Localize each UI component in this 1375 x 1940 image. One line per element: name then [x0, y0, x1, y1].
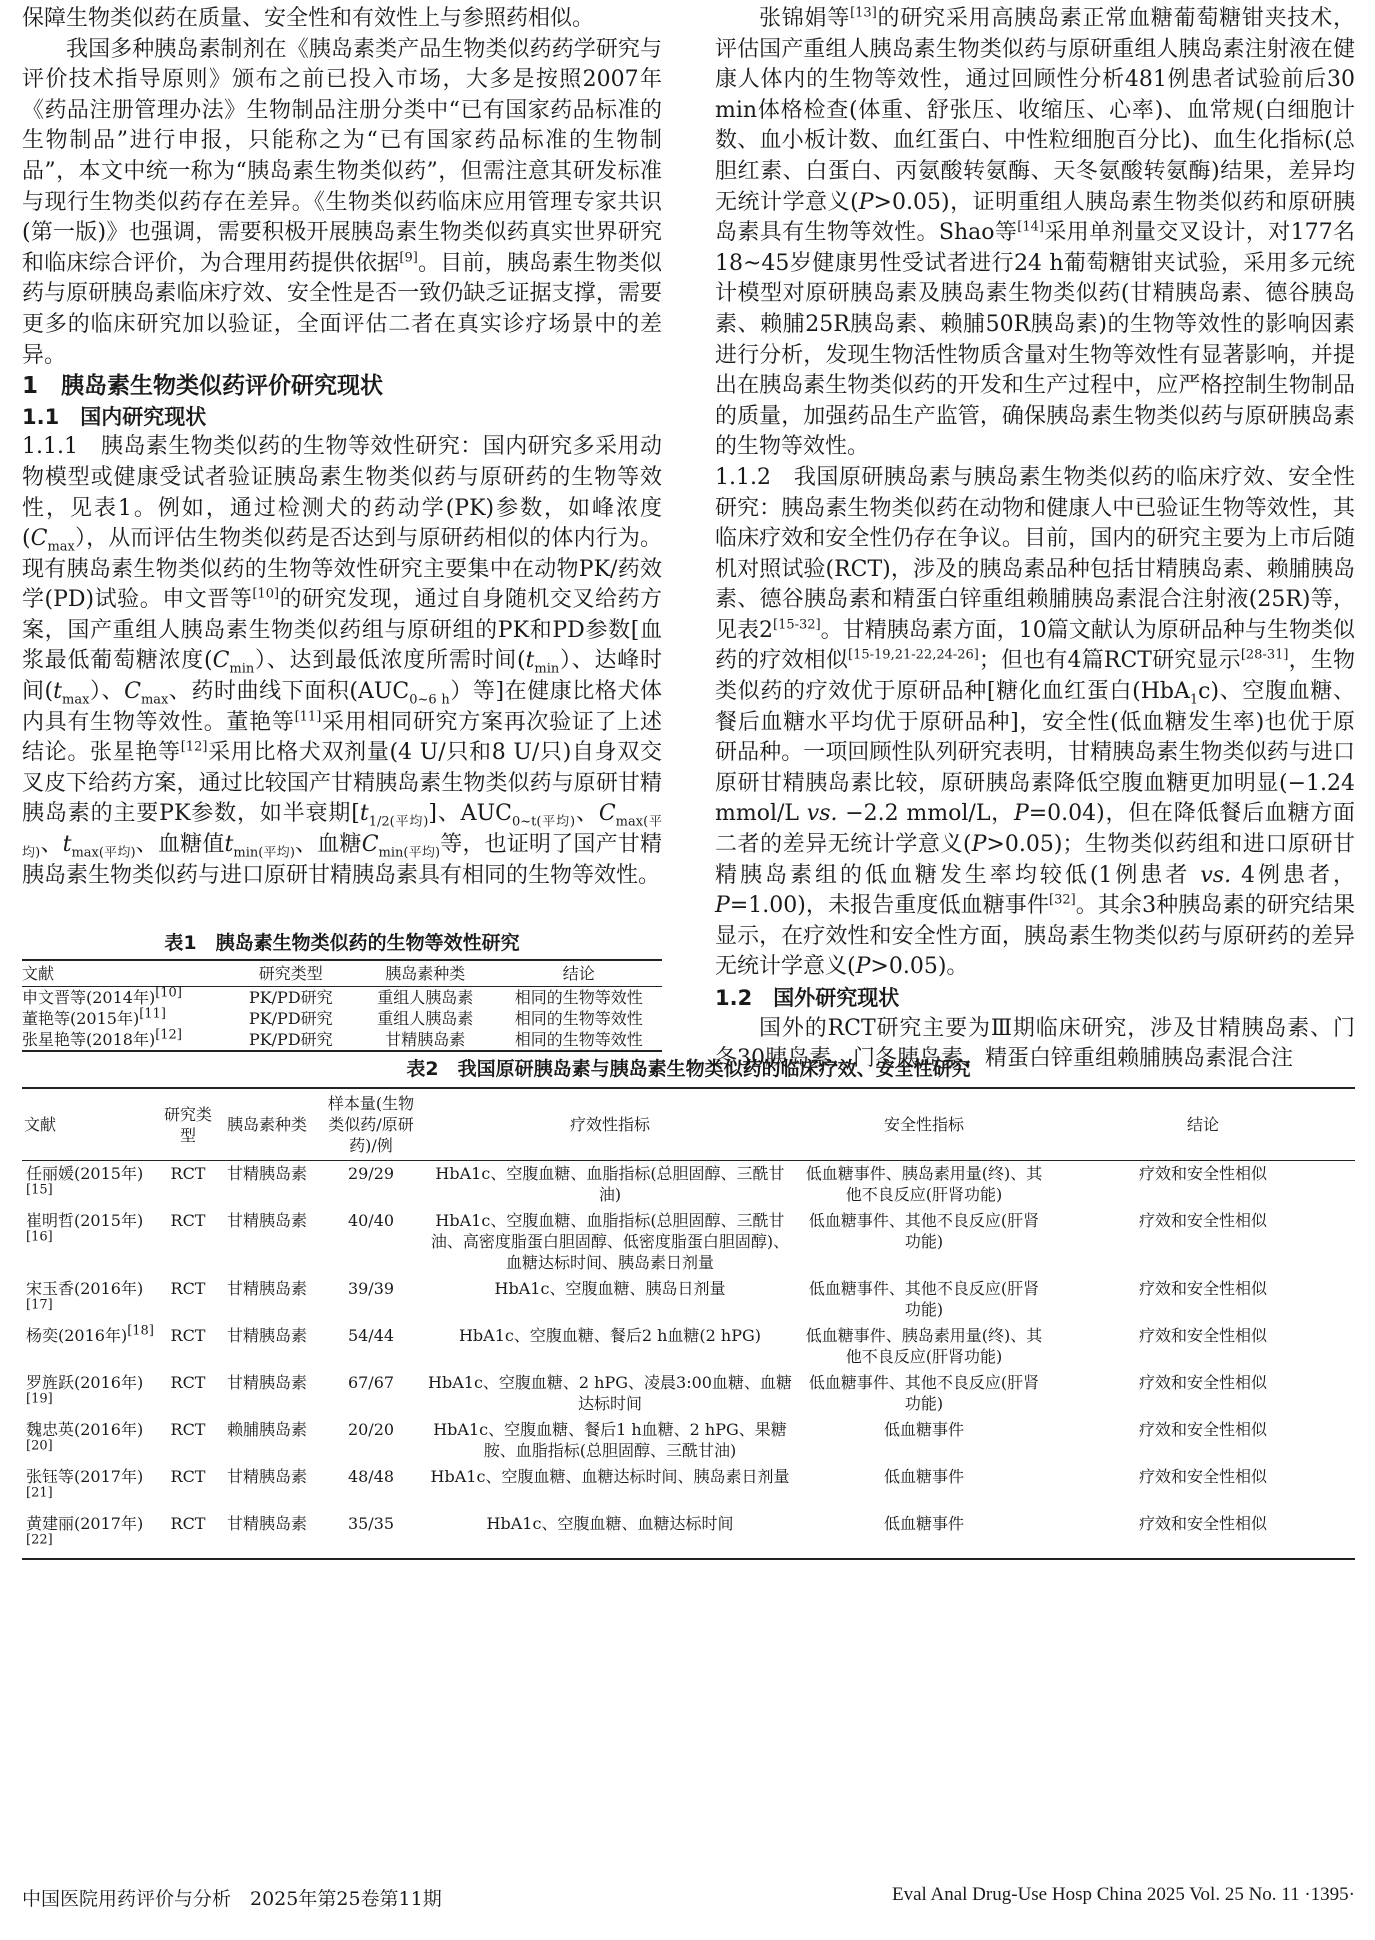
- table-2-title: 表2 我国原研胰岛素与胰岛素生物类似药的临床疗效、安全性研究: [406, 1058, 971, 1080]
- cell-sample-size: [319, 1161, 423, 1209]
- table-2-grid: [22, 1087, 1355, 1560]
- citation: [17]: [26, 1297, 53, 1313]
- cell-safety: [797, 1417, 1051, 1464]
- cell-sample-size-text: 20/20: [347, 1420, 395, 1439]
- cell-sample-size-text: 48/48: [347, 1467, 395, 1486]
- footer-journal-cn: 中国医院用药评价与分析 2025年第25卷第11期: [22, 1888, 442, 1910]
- cell-sample-size-text: 54/44: [347, 1326, 395, 1345]
- text-run: 4例患者，: [1231, 862, 1355, 888]
- cell-insulin: [215, 1161, 319, 1209]
- table-row: [22, 1208, 1355, 1276]
- text-run: C: [30, 526, 48, 552]
- cell-safety-text: 低血糖事件、胰岛素用量(终)、其他不良反应(肝肾功能): [805, 1164, 1043, 1204]
- cell-reference-text: 罗旌跃(2016年): [26, 1373, 144, 1392]
- footer-journal-en: Eval Anal Drug-Use Hosp China 2025 Vol. 25 No. 11 ·1395·: [891, 1884, 1355, 1905]
- cell-sample-size: [319, 1323, 423, 1370]
- cell-safety-text: 低血糖事件、其他不良反应(肝肾功能): [808, 1373, 1040, 1413]
- cell-conclusion-text: 相同的生物等效性: [514, 1009, 643, 1028]
- text-run: C: [361, 832, 379, 858]
- cell-insulin: [215, 1208, 319, 1276]
- citation: [14]: [1017, 219, 1044, 235]
- cell-conclusion: [496, 1029, 662, 1051]
- col-header: 文献: [22, 960, 227, 987]
- cell-study-type: [227, 987, 355, 1009]
- cell-conclusion: [496, 1008, 662, 1029]
- table-row: [22, 987, 662, 1009]
- cell-efficacy-text: HbA1c、空腹血糖、血糖达标时间、胰岛素日剂量: [430, 1467, 790, 1486]
- right-column: [715, 4, 1355, 1075]
- text-run: 张锦娟等: [759, 6, 851, 31]
- cell-efficacy-text: HbA1c、空腹血糖、胰岛日剂量: [494, 1279, 726, 1298]
- text-run: 1.1.1 胰岛素生物类似药的生物等效性研究：国内研究多采用动物模型或健康受试者验证胰岛素生物类似药与原研药的生物等效性，见表1。例如，通过检测犬的药动学(PK)参数，如峰浓度(: [22, 434, 662, 552]
- table-row: [22, 1276, 1355, 1323]
- text-run: 采用比格犬双剂量(4 U/只和8 U/只)自身双交叉皮下给药方案，通过比较国产甘精胰岛素生物类似药与原研甘精胰岛素的主要PK参数，如半衰期[: [22, 740, 662, 827]
- text-run: ）等]在健康比格犬体内具有生物等效性。董艳等: [22, 679, 662, 735]
- text-run: P: [858, 189, 874, 215]
- cell-conclusion-text: 疗效和安全性相似: [1138, 1211, 1267, 1230]
- cell-conclusion: [1051, 1276, 1355, 1323]
- cell-conclusion: [496, 987, 662, 1009]
- paragraph: [715, 463, 1355, 983]
- cell-study-type-text: PK/PD研究: [248, 1030, 333, 1049]
- cell-study-type-text: RCT: [170, 1420, 206, 1439]
- cell-study-type-text: PK/PD研究: [248, 988, 333, 1007]
- cell-efficacy-text: HbA1c、空腹血糖、餐后1 h血糖、2 hPG、果糖胺、血脂指标(总胆固醇、三酰甘油): [433, 1420, 787, 1460]
- cell-conclusion: [1051, 1161, 1355, 1209]
- cell-study-type: [161, 1464, 215, 1511]
- subscript: max: [140, 692, 169, 708]
- cell-insulin-text: 重组人胰岛素: [377, 988, 474, 1007]
- table-1-title: 表1 胰岛素生物类似药的生物等效性研究: [164, 932, 520, 954]
- col-header: 文献: [22, 1088, 161, 1161]
- text-run: 采用单剂量交叉设计，对177名18~45岁健康男性受试者进行24 h葡萄糖钳夹试验，采用多元统计模型对原研胰岛素及胰岛素生物类似药(甘精胰岛素、德谷胰岛素、赖脯25R胰岛素、赖脯50R胰岛素)的生物等效性的影响因素进行分析，发现生物活性物质含量对生物等效性有显著影响，并提出在胰岛素生物类似药的开发和生产过程中，应严格控制生物制品的质量，加强药品生产监管，确保胰岛素生物类似药与原研胰岛素的生物等效性。: [715, 220, 1355, 460]
- cell-insulin-text: 甘精胰岛素: [226, 1326, 307, 1345]
- text-run: C: [212, 648, 230, 674]
- cell-reference-text: 黄建丽(2017年): [26, 1514, 144, 1533]
- cell-efficacy-text: HbA1c、空腹血糖、血脂指标(总胆固醇、三酰甘油): [435, 1164, 785, 1204]
- citation: [15-32]: [773, 617, 821, 633]
- cell-study-type-text: RCT: [170, 1467, 206, 1486]
- cell-conclusion-text: 疗效和安全性相似: [1138, 1467, 1267, 1486]
- paragraph: [22, 432, 662, 891]
- cell-study-type: [161, 1323, 215, 1370]
- cell-reference: [22, 987, 227, 1009]
- citation: [21]: [26, 1485, 53, 1501]
- cell-safety-text: 低血糖事件: [883, 1467, 964, 1486]
- cell-insulin-text: 甘精胰岛素: [226, 1279, 307, 1298]
- cell-conclusion: [1051, 1464, 1355, 1511]
- text-run: 、: [575, 801, 599, 827]
- cell-reference-text: 魏忠英(2016年): [26, 1420, 144, 1439]
- cell-study-type: [161, 1370, 215, 1417]
- col-header: 胰岛素种类: [355, 960, 496, 987]
- citation: [10]: [252, 586, 280, 602]
- text-run: t: [359, 801, 369, 827]
- col-header: 安全性指标: [797, 1088, 1051, 1161]
- text-run: =0.04)，但在降低餐后血糖方面二者的差异无统计学意义(: [715, 801, 1355, 858]
- paragraph: [715, 4, 1355, 463]
- text-run: 等，也证明了国产甘精胰岛素生物类似药与进口原研甘精胰岛素具有相同的生物等效性。: [22, 832, 662, 888]
- text-run: t: [224, 832, 234, 858]
- cell-conclusion-text: 疗效和安全性相似: [1138, 1420, 1267, 1439]
- cell-study-type-text: RCT: [170, 1211, 206, 1230]
- table-row: [22, 1511, 1355, 1559]
- cell-insulin-text: 重组人胰岛素: [377, 1009, 474, 1028]
- cell-reference: [22, 1511, 161, 1559]
- text-run: 保障生物类似药在质量、安全性和有效性上与参照药相似。: [22, 6, 595, 31]
- subscript: 0~t(平均): [511, 814, 576, 830]
- cell-conclusion-text: 相同的生物等效性: [514, 988, 643, 1007]
- cell-sample-size: [319, 1464, 423, 1511]
- cell-insulin: [215, 1417, 319, 1464]
- cell-safety-text: 低血糖事件、胰岛素用量(终)、其他不良反应(肝肾功能): [805, 1326, 1043, 1366]
- cell-safety: [797, 1161, 1051, 1209]
- col-header: 疗效性指标: [423, 1088, 797, 1161]
- cell-safety: [797, 1464, 1051, 1511]
- text-run: 1.2 国外研究现状: [715, 986, 900, 1010]
- cell-sample-size: [319, 1276, 423, 1323]
- cell-conclusion-text: 疗效和安全性相似: [1138, 1373, 1267, 1392]
- text-run: P: [1013, 801, 1029, 827]
- citation: [13]: [850, 5, 877, 21]
- cell-sample-size: [319, 1417, 423, 1464]
- cell-safety: [797, 1208, 1051, 1276]
- cell-reference: [22, 1008, 227, 1029]
- text-run: ），从而评估生物类似药是否达到与原研药相似的体内行为。现有胰岛素生物类似药的生物等效性研究主要集中在动物PK/药效学(PD)试验。申文晋等: [22, 526, 662, 613]
- cell-insulin-text: 甘精胰岛素: [226, 1211, 307, 1230]
- text-run: C: [598, 801, 616, 827]
- cell-conclusion-text: 疗效和安全性相似: [1138, 1514, 1267, 1533]
- citation: [15-19,21-22,24-26]: [848, 648, 979, 664]
- text-run: >0.05)，证明重组人胰岛素生物类似药和原研胰岛素具有生物等效性。Shao等: [715, 189, 1355, 246]
- citation: [11]: [139, 1006, 166, 1022]
- text-run: C: [124, 679, 141, 705]
- cell-insulin: [215, 1511, 319, 1559]
- cell-sample-size: [319, 1370, 423, 1417]
- cell-study-type-text: RCT: [170, 1279, 206, 1298]
- cell-insulin: [215, 1370, 319, 1417]
- cell-conclusion: [1051, 1323, 1355, 1370]
- citation: [9]: [399, 250, 418, 266]
- subscript: min: [534, 661, 560, 677]
- citation: [16]: [26, 1229, 53, 1245]
- cell-insulin-text: 甘精胰岛素: [226, 1514, 307, 1533]
- citation: [12]: [180, 739, 208, 755]
- cell-efficacy: [423, 1417, 797, 1464]
- text-run: 、药时曲线下面积(AUC: [168, 679, 410, 705]
- cell-efficacy: [423, 1208, 797, 1276]
- cell-study-type: [161, 1276, 215, 1323]
- text-run: 的研究采用高胰岛素正常血糖葡萄糖钳夹技术，评估国产重组人胰岛素生物类似药与原研重组人胰岛素注射液在健康人体内的生物等效性，通过回顾性分析481例患者试验前后30 min体格检查(体重、舒张压、收缩压、心率)、血常规(白细胞计数、血小板计数、血红蛋白、中性粒细胞百分比)、血生化指标(总胆红素、白蛋白、丙氨酸转氨酶、天冬氨酸转氨酶)结果，差异均无统计学意义(: [715, 6, 1355, 215]
- cell-safety: [797, 1323, 1051, 1370]
- cell-study-type-text: RCT: [170, 1373, 206, 1392]
- cell-reference-text: 宋玉香(2016年): [26, 1279, 144, 1298]
- cell-reference: [22, 1276, 161, 1323]
- cell-sample-size: [319, 1208, 423, 1276]
- cell-reference-text: 张星艳等(2018年): [22, 1030, 156, 1049]
- citation: [19]: [26, 1391, 53, 1407]
- subscript: max: [62, 692, 90, 708]
- cell-efficacy: [423, 1464, 797, 1511]
- citation: [15]: [26, 1182, 53, 1198]
- subscript: max(平均): [71, 845, 136, 861]
- subscript: max(平均): [22, 814, 662, 861]
- col-header: 胰岛素种类: [215, 1088, 319, 1161]
- cell-reference-text: 董艳等(2015年): [22, 1009, 140, 1028]
- cell-safety: [797, 1511, 1051, 1559]
- cell-reference-text: 崔明哲(2015年): [26, 1211, 144, 1230]
- text-run: 、: [40, 832, 63, 858]
- text-run: t: [62, 832, 72, 858]
- subscript: min: [229, 661, 255, 677]
- cell-conclusion-text: 相同的生物等效性: [514, 1030, 643, 1049]
- text-run: 、血糖: [294, 832, 362, 858]
- cell-efficacy-text: HbA1c、空腹血糖、血糖达标时间: [486, 1514, 734, 1533]
- cell-efficacy-text: HbA1c、空腹血糖、2 hPG、凌晨3:00血糖、血糖达标时间: [428, 1373, 792, 1413]
- text-run: vs.: [806, 801, 838, 827]
- text-run: −2.2 mmol/L，: [837, 801, 1014, 827]
- text-run: 采用相同研究方案再次验证了上述结论。张星艳等: [22, 709, 662, 766]
- cell-insulin: [215, 1323, 319, 1370]
- table-row: [22, 1029, 662, 1051]
- text-run: ]、AUC: [428, 801, 512, 827]
- table-1: [22, 928, 662, 1052]
- cell-sample-size-text: 39/39: [347, 1279, 395, 1298]
- text-run: 。其余3种胰岛素的研究结果显示，在疗效性和安全性方面，胰岛素生物类似药与原研药的差异无统计学意义(: [715, 893, 1355, 980]
- cell-study-type-text: PK/PD研究: [248, 1009, 333, 1028]
- cell-reference: [22, 1029, 227, 1051]
- text-run: ）、: [89, 679, 125, 705]
- cell-insulin: [355, 1008, 496, 1029]
- table-row: [22, 1323, 1355, 1370]
- cell-safety: [797, 1370, 1051, 1417]
- text-run: ；但也有4篇RCT研究显示: [978, 648, 1241, 674]
- cell-conclusion-text: 疗效和安全性相似: [1138, 1326, 1267, 1345]
- col-header: 研究类型: [161, 1088, 215, 1161]
- citation: [18]: [127, 1323, 154, 1339]
- cell-efficacy: [423, 1323, 797, 1370]
- cell-insulin-text: 赖脯胰岛素: [226, 1420, 307, 1439]
- citation: [12]: [155, 1027, 182, 1043]
- cell-study-type: [227, 1008, 355, 1029]
- cell-study-type: [161, 1161, 215, 1209]
- citation: [22]: [26, 1532, 53, 1548]
- citation: [10]: [155, 985, 182, 1001]
- cell-study-type: [161, 1511, 215, 1559]
- table-row: [22, 1417, 1355, 1464]
- text-run: t: [53, 679, 62, 705]
- cell-sample-size: [319, 1511, 423, 1559]
- text-run: 。甘精胰岛素方面，10篇文献认为原研品种与生物类似药的疗效相似: [715, 617, 1355, 674]
- cell-efficacy: [423, 1161, 797, 1209]
- cell-insulin-text: 甘精胰岛素: [226, 1467, 307, 1486]
- text-run: P: [715, 893, 730, 919]
- table-2: [22, 1054, 1355, 1560]
- table-row: [22, 1161, 1355, 1209]
- col-header: 结论: [1051, 1088, 1355, 1161]
- cell-insulin-text: 甘精胰岛素: [226, 1164, 307, 1183]
- citation: [20]: [26, 1438, 53, 1454]
- text-run: ，生物类似药的疗效优于原研品种[糖化血红蛋白(HbA: [715, 648, 1355, 705]
- cell-insulin-text: 甘精胰岛素: [226, 1373, 307, 1392]
- paragraph: [22, 4, 662, 35]
- col-header: 研究类型: [227, 960, 355, 987]
- cell-study-type: [227, 1029, 355, 1051]
- cell-reference: [22, 1208, 161, 1276]
- cell-study-type-text: RCT: [170, 1514, 206, 1533]
- text-run: =1.00)，未报告重度低血糖事件: [729, 893, 1050, 919]
- text-run: c)、空腹血糖、餐后血糖水平均优于原研品种]，安全性(低血糖发生率)也优于原研品种。一项回顾性队列研究表明，甘精胰岛素生物类似药与进口原研甘精胰岛素比较，原研胰岛素降低空腹血糖更加明显(−1.24 mmol/L: [715, 679, 1356, 827]
- cell-sample-size-text: 35/35: [347, 1514, 395, 1533]
- cell-study-type: [161, 1417, 215, 1464]
- cell-conclusion: [1051, 1511, 1355, 1559]
- citation: [11]: [294, 709, 322, 725]
- cell-efficacy: [423, 1276, 797, 1323]
- text-run: ）、达到最低浓度所需时间(: [254, 648, 526, 674]
- left-column: [22, 4, 662, 891]
- cell-reference: [22, 1161, 161, 1209]
- text-run: P: [971, 832, 987, 858]
- subsection-heading: [22, 402, 662, 433]
- table-row: [22, 1370, 1355, 1417]
- subscript: min(平均): [233, 845, 295, 861]
- cell-efficacy: [423, 1511, 797, 1559]
- cell-reference: [22, 1323, 161, 1370]
- text-run: 1 胰岛素生物类似药评价研究现状: [22, 373, 384, 400]
- text-run: 国外的RCT研究主要为Ⅲ期临床研究，涉及甘精胰岛素、门冬30胰岛素、门冬胰岛素、精蛋白锌重组赖脯胰岛素混合注: [715, 1015, 1355, 1072]
- cell-safety-text: 低血糖事件: [883, 1514, 964, 1533]
- subscript: 0~6 h: [409, 692, 450, 708]
- cell-insulin: [215, 1276, 319, 1323]
- cell-sample-size-text: 67/67: [347, 1373, 395, 1392]
- text-run: 1.1 国内研究现状: [22, 404, 207, 429]
- col-header: 样本量(生物类似药/原研药)/例: [319, 1088, 423, 1161]
- cell-efficacy-text: HbA1c、空腹血糖、餐后2 h血糖(2 hPG): [458, 1326, 762, 1345]
- cell-conclusion: [1051, 1370, 1355, 1417]
- table-row: [22, 1008, 662, 1029]
- cell-safety-text: 低血糖事件: [883, 1420, 964, 1439]
- text-run: 的研究发现，通过自身随机交叉给药方案，国产重组人胰岛素生物类似药组与原研组的PK和PD参数[血浆最低葡萄糖浓度(: [22, 587, 662, 674]
- cell-study-type-text: RCT: [170, 1164, 206, 1183]
- cell-reference-text: 申文晋等(2014年): [22, 988, 156, 1007]
- text-run: >0.05)。: [870, 954, 969, 980]
- cell-reference: [22, 1464, 161, 1511]
- cell-insulin-text: 甘精胰岛素: [385, 1030, 466, 1049]
- text-run: P: [855, 954, 871, 980]
- cell-efficacy: [423, 1370, 797, 1417]
- cell-reference-text: 杨奕(2016年): [26, 1326, 128, 1345]
- subsection-heading: [715, 983, 1355, 1014]
- subscript: 1: [1189, 692, 1199, 708]
- cell-safety: [797, 1276, 1051, 1323]
- paragraph: [22, 35, 662, 372]
- text-run: t: [525, 648, 535, 674]
- cell-conclusion-text: 疗效和安全性相似: [1138, 1164, 1267, 1183]
- cell-safety-text: 低血糖事件、其他不良反应(肝肾功能): [808, 1279, 1040, 1319]
- section-heading: [22, 371, 662, 402]
- subscript: max: [47, 539, 75, 555]
- cell-conclusion: [1051, 1417, 1355, 1464]
- cell-study-type: [161, 1208, 215, 1276]
- citation: [32]: [1049, 892, 1076, 908]
- text-run: 我国多种胰岛素制剂在《胰岛素类产品生物类似药药学研究与评价技术指导原则》颁布之前已投入市场，大多是按照2007年《药品注册管理办法》生物制品注册分类中“已有国家药品标准的生物制品”进行申报，只能称之为“已有国家药品标准的生物制品”，本文中统一称为“胰岛素生物类似药”，但需注意其研发标准与现行生物类似药存在差异。《生物类似药临床应用管理专家共识(第一版)》也强调，需要积极开展胰岛素生物类似药真实世界研究和临床综合评价，为合理用药提供依据: [22, 36, 662, 276]
- cell-study-type-text: RCT: [170, 1326, 206, 1345]
- cell-conclusion: [1051, 1208, 1355, 1276]
- cell-reference-text: 任丽媛(2015年): [26, 1164, 144, 1183]
- cell-insulin: [355, 987, 496, 1009]
- cell-reference: [22, 1370, 161, 1417]
- text-run: vs.: [1200, 862, 1232, 888]
- cell-safety-text: 低血糖事件、其他不良反应(肝肾功能): [808, 1211, 1040, 1251]
- table-1-grid: [22, 959, 662, 1052]
- text-run: 。目前，胰岛素生物类似药与原研胰岛素临床疗效、安全性是否一致仍缺乏证据支撑，需要更多的临床研究加以验证，全面评估二者在真实诊疗场景中的差异。: [22, 250, 662, 368]
- table-row: [22, 1464, 1355, 1511]
- cell-reference: [22, 1417, 161, 1464]
- cell-sample-size-text: 40/40: [347, 1211, 395, 1230]
- cell-reference-text: 张钰等(2017年): [26, 1467, 144, 1486]
- cell-insulin: [215, 1464, 319, 1511]
- cell-insulin: [355, 1029, 496, 1051]
- cell-efficacy-text: HbA1c、空腹血糖、血脂指标(总胆固醇、三酰甘油、高密度脂蛋白胆固醇、低密度脂蛋白胆固醇)、血糖达标时间、胰岛素日剂量: [430, 1211, 790, 1272]
- text-run: ）、达峰时间(: [22, 648, 662, 705]
- text-run: 1.1.2 我国原研胰岛素与胰岛素生物类似药的临床疗效、安全性研究：胰岛素生物类似药在动物和健康人中已验证生物等效性，其临床疗效和安全性仍存在争议。目前，国内的研究主要为上市后随机对照试验(RCT)，涉及的胰岛素品种包括甘精胰岛素、赖脯胰岛素、德谷胰岛素和精蛋白锌重组赖脯胰岛素混合注射液(25R)等，见表2: [715, 464, 1355, 643]
- text-run: 、血糖值: [135, 832, 225, 858]
- text-run: >0.05)；生物类似药组和进口原研甘精胰岛素组的低血糖发生率均较低(1例患者: [715, 832, 1355, 888]
- cell-conclusion-text: 疗效和安全性相似: [1138, 1279, 1267, 1298]
- subscript: 1/2(平均): [368, 814, 429, 830]
- subscript: min(平均): [378, 845, 441, 861]
- cell-sample-size-text: 29/29: [347, 1164, 395, 1183]
- col-header: 结论: [496, 960, 662, 987]
- citation: [28-31]: [1240, 648, 1289, 664]
